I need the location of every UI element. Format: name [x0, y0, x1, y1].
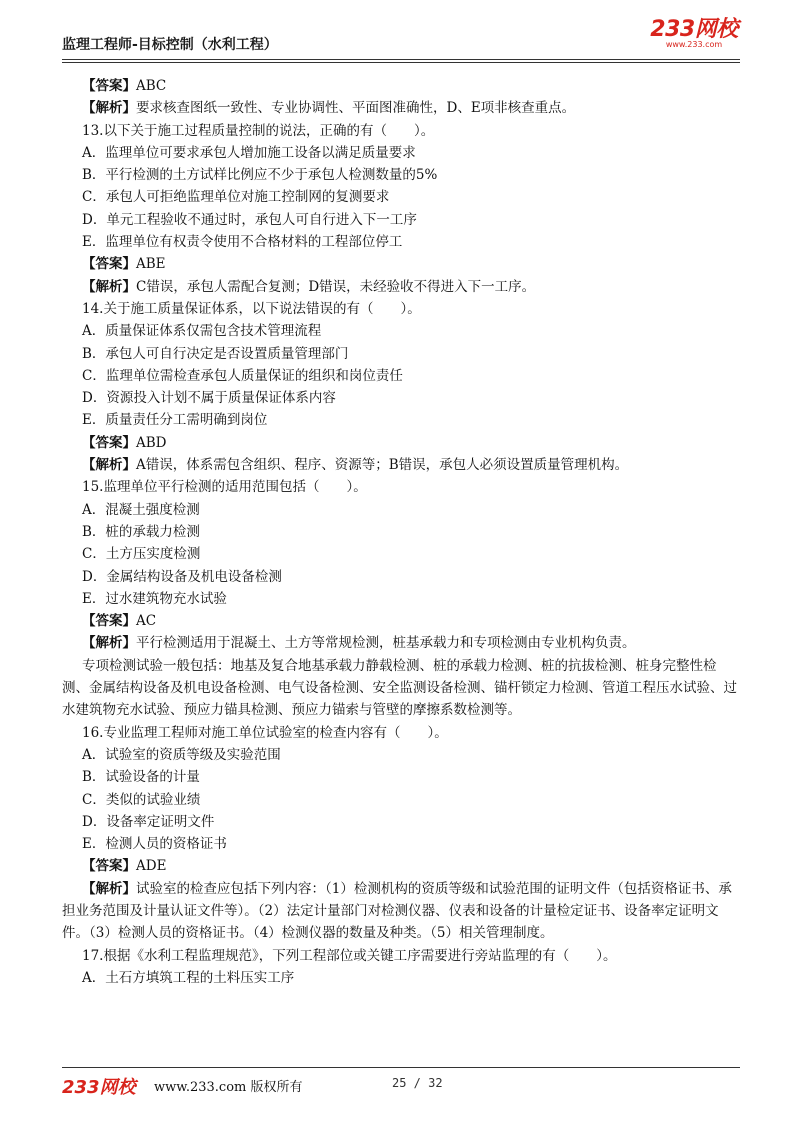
line-text: B．承包人可自行决定是否设置质量管理部门 — [82, 345, 349, 362]
line-text: C．土方压实度检测 — [82, 546, 201, 563]
line-tag: 【解析】 — [82, 880, 136, 897]
footer-logo[interactable]: 233网校 — [62, 1077, 136, 1098]
footer-copyright: www.233.com 版权所有 — [154, 1080, 303, 1095]
brand-logo[interactable] — [648, 18, 740, 58]
line-text: B．试验设备的计量 — [82, 769, 200, 786]
line-tag: 【答案】 — [82, 78, 136, 94]
page-footer — [62, 1073, 740, 1097]
text-line — [62, 343, 740, 365]
line-text: E．质量责任分工需明确到岗位 — [82, 412, 268, 429]
document-title: 监理工程师-目标控制（水利工程） — [62, 37, 278, 53]
text-line — [62, 566, 740, 588]
text-line — [62, 320, 740, 342]
line-text: 专项检测试验一般包括：地基及复合地基承载力静载检测、桩的承载力检测、桩的抗拔检测、桩身完整性检测、金属结构设备及机电设备检测、电气设备检测、安全监测设备检测、锚杆锁定力检测、管道工程压水试验、过水建筑物充水试验、预应力锚具检测、预应力锚索与管壁的摩擦系数检测等。 — [62, 657, 737, 719]
line-text: ABE — [136, 256, 166, 273]
text-line — [62, 186, 740, 208]
line-text: 16.专业监理工程师对施工单位试验室的检查内容有（ ）。 — [82, 724, 448, 741]
text-line — [62, 142, 740, 164]
answer-line — [62, 75, 740, 97]
line-text: A错误，体系需包含组织、程序、资源等；B错误，承包人必须设置质量管理机构。 — [136, 457, 629, 474]
answer-line — [62, 253, 740, 275]
text-line — [62, 209, 740, 231]
answer-line — [62, 610, 740, 632]
text-line — [62, 499, 740, 521]
page-number: 25 / 32 — [392, 1076, 443, 1090]
explanation-line — [62, 632, 740, 654]
line-text: C．监理单位需检查承包人质量保证的组织和岗位责任 — [82, 367, 403, 384]
text-line — [62, 387, 740, 409]
logo-text: 233网校 — [650, 17, 738, 42]
line-text: AC — [136, 613, 157, 630]
text-line — [62, 945, 740, 967]
text-line — [62, 521, 740, 543]
line-text: A．试验室的资质等级及实验范围 — [82, 746, 281, 763]
line-text: C错误，承包人需配合复测；D错误，未经验收不得进入下一工序。 — [136, 278, 536, 295]
line-text: E．检测人员的资格证书 — [82, 836, 227, 853]
line-tag: 【答案】 — [82, 434, 136, 451]
line-text: 要求核查图纸一致性、专业协调性、平面图准确性，D、E项非核查重点。 — [136, 100, 576, 117]
explanation-line — [62, 276, 740, 298]
line-text: 17.根据《水利工程监理规范》，下列工程部位或关键工序需要进行旁站监理的有（ ）。 — [82, 947, 617, 964]
line-tag: 【答案】 — [82, 858, 136, 875]
line-text: 试验室的检查应包括下列内容：（1）检测机构的资质等级和试验范围的证明文件（包括资格证书、承担业务范围及计量认证文件等）。（2）法定计量部门对检测仪器、仪表和设备的计量检定证书、设备率定证明文件。（3）检测人员的资格证书。（4）检测仪器的数量及种类。（5）相关管理制度。 — [62, 880, 732, 942]
line-text: 13.以下关于施工过程质量控制的说法，正确的有（ ）。 — [82, 122, 435, 139]
line-text: D．金属结构设备及机电设备检测 — [82, 568, 282, 585]
line-text: B．桩的承载力检测 — [82, 523, 200, 540]
page-header — [62, 14, 740, 64]
text-line — [62, 833, 740, 855]
text-line — [62, 766, 740, 788]
line-text: D．资源投入计划不属于质量保证体系内容 — [82, 390, 336, 407]
line-text: E．监理单位有权责令使用不合格材料的工程部位停工 — [82, 234, 403, 251]
line-text: D．单元工程验收不通过时，承包人可自行进入下一工序 — [82, 211, 417, 228]
line-text: A．监理单位可要求承包人增加施工设备以满足质量要求 — [82, 144, 416, 161]
explanation-line — [62, 878, 740, 945]
logo-url: www.233.com — [665, 40, 723, 49]
line-tag: 【答案】 — [82, 613, 136, 630]
text-line — [62, 409, 740, 431]
text-line — [62, 722, 740, 744]
document-body — [62, 75, 740, 989]
line-tag: 【解析】 — [82, 635, 136, 652]
header-divider — [62, 59, 740, 60]
explanation-line — [62, 97, 740, 119]
text-line — [62, 789, 740, 811]
line-text: 15.监理单位平行检测的适用范围包括（ ）。 — [82, 479, 367, 496]
text-line — [62, 744, 740, 766]
line-text: 平行检测适用于混凝土、土方等常规检测，桩基承载力和专项检测由专业机构负责。 — [136, 635, 636, 652]
explanation-line — [62, 454, 740, 476]
line-tag: 【答案】 — [82, 256, 136, 273]
line-text: E．过水建筑物充水试验 — [82, 590, 227, 607]
text-line — [62, 811, 740, 833]
line-text: C．类似的试验业绩 — [82, 791, 201, 808]
text-line — [62, 365, 740, 387]
line-tag: 【解析】 — [82, 278, 136, 295]
line-text: A．质量保证体系仅需包含技术管理流程 — [82, 323, 322, 340]
text-line — [62, 120, 740, 142]
answer-line — [62, 432, 740, 454]
line-tag: 【解析】 — [82, 457, 136, 474]
line-text: A．混凝土强度检测 — [82, 501, 200, 518]
line-text: C．承包人可拒绝监理单位对施工控制网的复测要求 — [82, 189, 390, 206]
text-line — [62, 543, 740, 565]
line-text: B．平行检测的土方试样比例应不少于承包人检测数量的5% — [82, 167, 438, 184]
text-line — [62, 588, 740, 610]
line-text: ADE — [136, 858, 167, 875]
text-line — [62, 164, 740, 186]
text-line — [62, 476, 740, 498]
text-line — [62, 298, 740, 320]
line-text: 14.关于施工质量保证体系，以下说法错误的有（ ）。 — [82, 300, 421, 317]
line-text: ABD — [136, 434, 167, 451]
text-line — [62, 655, 740, 722]
line-tag: 【解析】 — [82, 100, 136, 117]
text-line — [62, 967, 740, 989]
line-text: D．设备率定证明文件 — [82, 813, 215, 830]
text-line — [62, 231, 740, 253]
header-divider-secondary — [62, 62, 740, 63]
line-text: A．土石方填筑工程的土料压实工序 — [82, 969, 295, 986]
answer-line — [62, 855, 740, 877]
footer-divider — [62, 1067, 740, 1068]
line-text: ABC — [136, 78, 167, 94]
